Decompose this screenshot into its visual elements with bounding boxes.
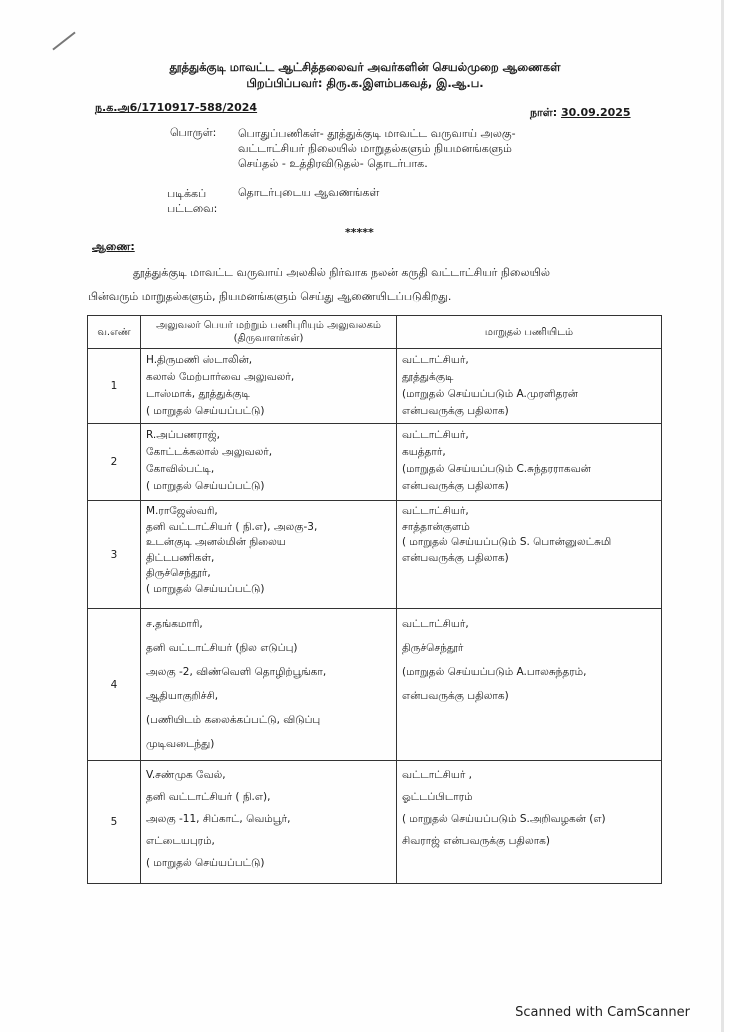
posting-line: (மாறுதல் செய்யப்படும் A.முரளிதரன் <box>402 388 578 400</box>
posting-cell <box>397 761 662 884</box>
officer-line: திட்டபணிகள், <box>146 551 215 564</box>
officer-line: எட்டையபுரம், <box>146 835 215 847</box>
officer-line: அலகு -11, சிப்காட், வெம்பூர், <box>146 813 291 825</box>
posting-line: ஓட்டப்பிடாரம் <box>402 791 473 803</box>
posting-line: வட்டாட்சியர், <box>402 505 469 517</box>
reference-label-line: படிக்கப் <box>167 187 207 200</box>
order-heading: ஆணை: <box>92 240 135 253</box>
table-row <box>88 761 662 884</box>
issuer-line: பிறப்பிப்பவர்: திரு.க.இளம்பகவத், இ.ஆ.ப. <box>246 76 484 90</box>
posting-line: ( மாறுதல் செய்யப்படும் S.அறிவழகன் (எ) <box>402 813 606 825</box>
table-row <box>88 501 662 609</box>
reference-text: தொடர்புடைய ஆவணங்கள் <box>238 186 380 199</box>
officer-cell <box>141 609 397 761</box>
officer-line: கலால் மேற்பார்வை அலுவலர், <box>146 371 295 383</box>
posting-line: வட்டாட்சியர், <box>402 429 469 441</box>
date-field <box>530 106 631 120</box>
officer-line: தனி வட்டாட்சியர் (நில எடுப்பு) <box>146 642 298 654</box>
subject-text <box>238 126 516 171</box>
header-posting: மாறுதல் பணியிடம் <box>397 316 662 349</box>
posting-line: கயத்தார், <box>402 446 446 458</box>
posting-line: ( மாறுதல் செய்யப்படும் S. பொன்னுலட்சுமி <box>402 536 612 548</box>
officer-line: ச.தங்கமாரி, <box>146 618 203 630</box>
serial-number: 1 <box>88 349 141 424</box>
header-officer: அலுவலர் பெயர் மற்றும் பணிபுரியும் அலுவலகம் (திருவாளர்கள்) <box>141 316 397 349</box>
date-label: நாள்: <box>530 106 558 119</box>
serial-number: 4 <box>88 609 141 761</box>
posting-cell <box>397 609 662 761</box>
document-title: தூத்துக்குடி மாவட்ட ஆட்சித்தலைவர் அவர்களின் செயல்முறை ஆணைகள் <box>169 60 561 74</box>
posting-line: வட்டாட்சியர் , <box>402 769 472 781</box>
reference-label-line: பட்டவை: <box>167 202 218 215</box>
officer-line: தனி வட்டாட்சியர் ( நி.எ), அலகு-3, <box>146 520 318 533</box>
posting-line: திருச்செந்தூர் <box>402 642 464 654</box>
header-serial: வ.எண் <box>88 316 141 349</box>
posting-line: வட்டாட்சியர், <box>402 618 469 630</box>
serial-number: 3 <box>88 501 141 609</box>
reference-number: ந.க.அ6/1710917-588/2024 <box>95 101 258 114</box>
officer-line: டாஸ்மாக், தூத்துக்குடி <box>146 388 250 400</box>
posting-line: என்பவருக்கு பதிலாக) <box>402 690 509 702</box>
table-header-row <box>88 316 662 349</box>
officer-cell <box>141 761 397 884</box>
table-row <box>88 349 662 424</box>
officer-line: முடிவடைந்து) <box>146 738 215 750</box>
officer-line: H.திருமணி ஸ்டாலின், <box>146 354 253 366</box>
posting-cell <box>397 424 662 501</box>
order-text-line-2: பின்வரும் மாறுதல்களும், நியமனங்களும் செய்து ஆணையிடப்படுகிறது. <box>88 290 452 303</box>
date-value: 30.09.2025 <box>560 106 631 119</box>
officer-line: கோட்டக்கலால் அலுவலர், <box>146 446 273 458</box>
officer-cell <box>141 424 397 501</box>
posting-line: என்பவருக்கு பதிலாக) <box>402 480 509 492</box>
officer-line: அலகு -2, விண்வெளி தொழிற்பூங்கா, <box>146 666 327 678</box>
officer-line: (பணியிடம் கலைக்கப்பட்டு, விடுப்பு <box>146 714 321 726</box>
table-row <box>88 609 662 761</box>
posting-line: தூத்துக்குடி <box>402 371 454 383</box>
officer-line: M.ராஜேஸ்வரி, <box>146 505 218 517</box>
officer-line: தனி வட்டாட்சியர் ( நி.எ), <box>146 791 271 803</box>
scanner-watermark: Scanned with CamScanner <box>515 1005 690 1020</box>
officer-line: ஆதியாகுறிச்சி, <box>146 690 219 702</box>
posting-cell <box>397 349 662 424</box>
subject-label: பொருள்: <box>170 126 217 139</box>
posting-cell <box>397 501 662 609</box>
officer-line: R.அப்பணராஜ், <box>146 429 220 441</box>
table-row <box>88 424 662 501</box>
transfer-table <box>87 315 662 884</box>
posting-line: வட்டாட்சியர், <box>402 354 469 366</box>
officer-line: திருச்செந்தூர், <box>146 567 211 579</box>
reference-label <box>167 186 217 216</box>
posting-line: சாத்தான்குளம் <box>402 520 470 533</box>
separator: ***** <box>345 226 374 239</box>
officer-line: V.சண்முக வேல், <box>146 769 226 781</box>
officer-line: ( மாறுதல் செய்யப்பட்டு) <box>146 582 265 595</box>
posting-line: சிவராஜ் என்பவருக்கு பதிலாக) <box>402 835 550 847</box>
officer-line: உடன்குடி அனல்மின் நிலைய <box>146 536 286 548</box>
officer-cell <box>141 349 397 424</box>
posting-line: என்பவருக்கு பதிலாக) <box>402 405 509 417</box>
page-edge-shadow <box>721 0 724 1032</box>
officer-line: ( மாறுதல் செய்யப்பட்டு) <box>146 857 265 869</box>
subject-line: வட்டாட்சியர் நிலையில் மாறுதல்களும் நியமனங்களும் <box>238 142 512 155</box>
posting-line: (மாறுதல் செய்யப்படும் C.சுந்தரராகவன் <box>402 463 591 475</box>
serial-number: 5 <box>88 761 141 884</box>
officer-line: கோவில்பட்டி, <box>146 463 215 475</box>
subject-line: பொதுப்பணிகள்- தூத்துக்குடி மாவட்ட வருவாய் அலகு- <box>238 127 516 140</box>
posting-line: (மாறுதல் செய்யப்படும் A.பாலசுந்தரம், <box>402 666 587 678</box>
pen-mark <box>52 32 75 51</box>
officer-line: ( மாறுதல் செய்யப்பட்டு) <box>146 405 265 417</box>
order-text-line-1: தூத்துக்குடி மாவட்ட வருவாய் அலகில் நிர்வாக நலன் கருதி வட்டாட்சியர் நிலையில் <box>133 266 551 279</box>
subject-line: செய்தல் - உத்திரவிடுதல்- தொடர்பாக. <box>238 157 428 170</box>
posting-line: என்பவருக்கு பதிலாக) <box>402 551 509 564</box>
officer-cell <box>141 501 397 609</box>
serial-number: 2 <box>88 424 141 501</box>
officer-line: ( மாறுதல் செய்யப்பட்டு) <box>146 480 265 492</box>
